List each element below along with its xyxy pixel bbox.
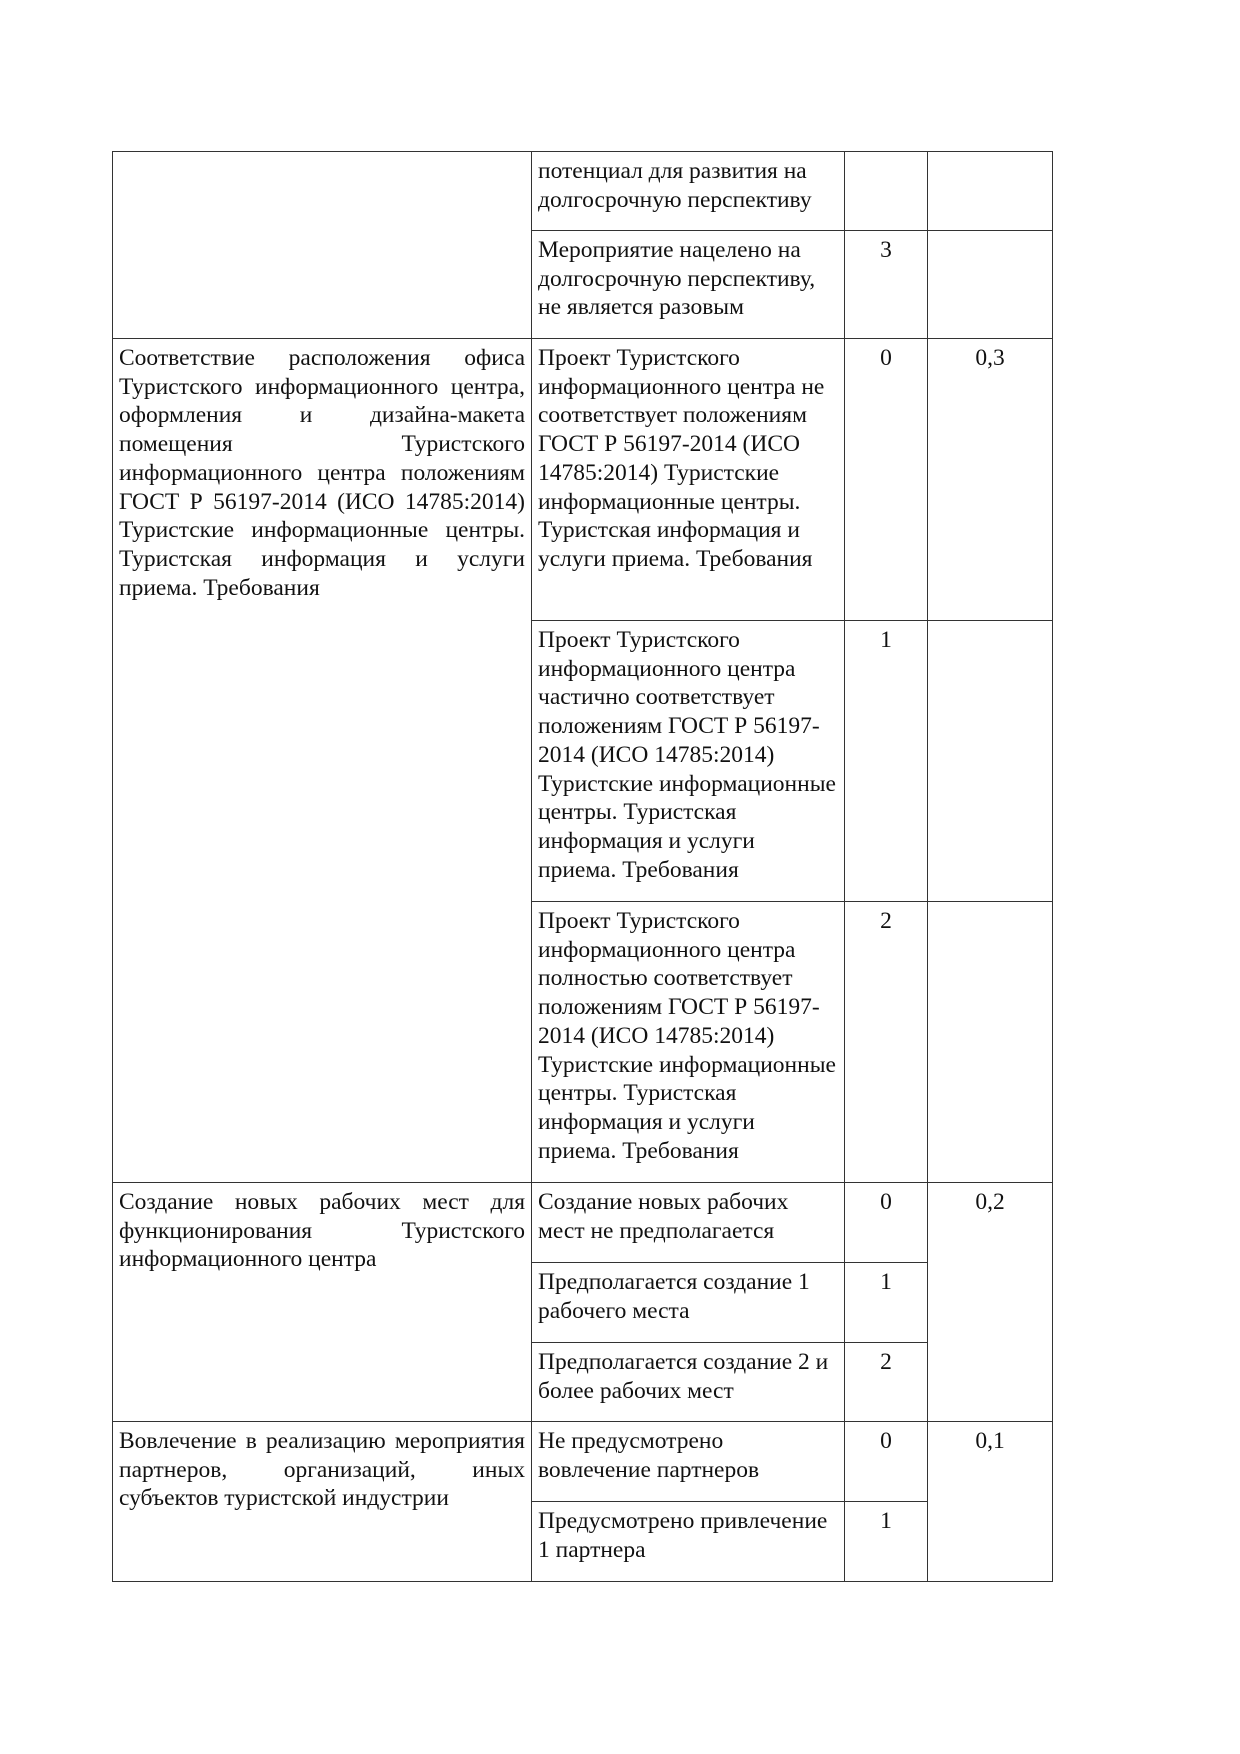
score-cell: [845, 152, 928, 231]
score-cell: 1: [845, 1502, 928, 1582]
score-cell: 1: [845, 1263, 928, 1343]
criterion-cell: [113, 152, 532, 339]
description-cell: Предусмотрено привлечение 1 партнера: [532, 1502, 845, 1582]
criterion-cell: Вовлечение в реализацию мероприятия партнеров, организаций, иных субъектов туристской индустрии: [113, 1422, 532, 1582]
criterion-cell: Создание новых рабочих мест для функционирования Туристского информационного центра: [113, 1183, 532, 1422]
evaluation-criteria-table: [112, 151, 1053, 1582]
weight-cell: [928, 902, 1053, 1183]
description-cell: Предполагается создание 2 и более рабочих мест: [532, 1343, 845, 1422]
table-row: [113, 1183, 1053, 1263]
description-cell: Не предусмотрено вовлечение партнеров: [532, 1422, 845, 1502]
weight-cell: [928, 621, 1053, 902]
weight-cell: [928, 231, 1053, 339]
score-cell: 3: [845, 231, 928, 339]
score-cell: 0: [845, 1422, 928, 1502]
score-cell: 0: [845, 1183, 928, 1263]
weight-cell: [928, 152, 1053, 231]
weight-cell: 0,1: [928, 1422, 1053, 1582]
score-cell: 2: [845, 902, 928, 1183]
score-cell: 1: [845, 621, 928, 902]
score-cell: 2: [845, 1343, 928, 1422]
table-row: [113, 339, 1053, 621]
score-cell: 0: [845, 339, 928, 621]
description-cell: Мероприятие нацелено на долгосрочную перспективу, не является разовым: [532, 231, 845, 339]
description-cell: Проект Туристского информационного центра частично соответствует положениям ГОСТ Р 56197-2014 (ИСО 14785:2014) Туристские информационные центры. Туристская информация и услуги приема. Требования: [532, 621, 845, 902]
table-row: [113, 1422, 1053, 1502]
weight-cell: 0,3: [928, 339, 1053, 621]
description-cell: Создание новых рабочих мест не предполагается: [532, 1183, 845, 1263]
weight-cell: 0,2: [928, 1183, 1053, 1422]
description-cell: Проект Туристского информационного центра полностью соответствует положениям ГОСТ Р 56197-2014 (ИСО 14785:2014) Туристские информационные центры. Туристская информация и услуги приема. Требования: [532, 902, 845, 1183]
description-cell: Предполагается создание 1 рабочего места: [532, 1263, 845, 1343]
table-row: [113, 152, 1053, 231]
criterion-cell: Соответствие расположения офиса Туристского информационного центра, оформления и дизайна-макета помещения Туристского информационного центра положениям ГОСТ Р 56197-2014 (ИСО 14785:2014) Туристские информационные центры. Туристская информация и услуги приема. Требования: [113, 339, 532, 1183]
description-cell: потенциал для развития на долгосрочную перспективу: [532, 152, 845, 231]
description-cell: Проект Туристского информационного центра не соответствует положениям ГОСТ Р 56197-2014 (ИСО 14785:2014) Туристские информационные центры. Туристская информация и услуги приема. Требования: [532, 339, 845, 621]
